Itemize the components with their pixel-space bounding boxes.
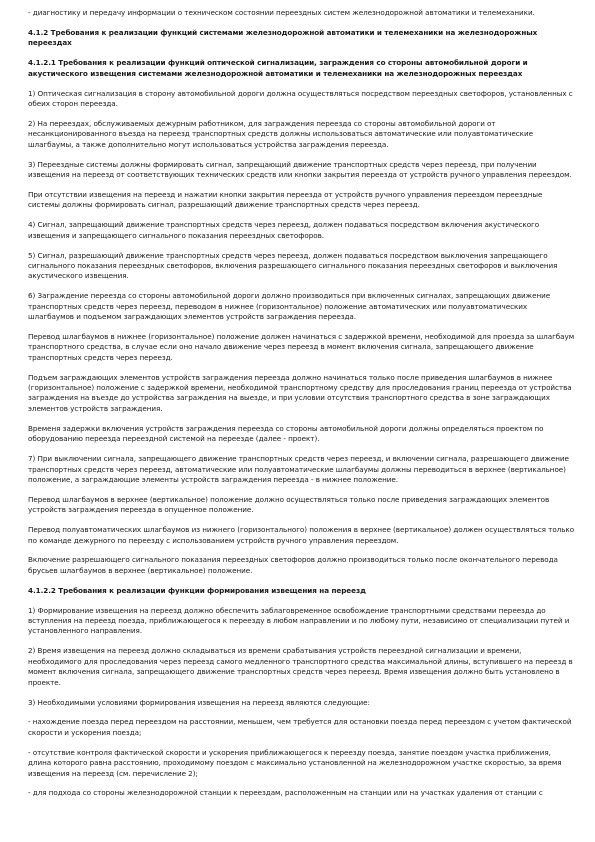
paragraph-5-allow-signal-means: 5) Сигнал, разрешающий движение транспортных средств через переезд, должен подаваться посредством выключения запрещающего сигнального показания переездных светофоров, включения разрешающего сигнального показания переездных светофоров и выключения акустического извещения. — [28, 250, 558, 281]
paragraph-7-allow-signal-on: Включение разрешающего сигнального показания переездных светофоров должно производиться только после окончательного перевода брусьев шлагбаумов в верхнее (вертикальное) положение. — [28, 555, 558, 575]
section-heading-4-1-2-2: 4.1.2.2 Требования к реализации функции формирования извещения на переезд — [28, 585, 366, 595]
paragraph-6-delay-times: Временя задержки включения устройств заграждения переезда со стороны автомобильной дороги должны определяться проектом по оборудованию переезда переездной системой на переезде (далее - проект). — [28, 423, 544, 444]
paragraph-6-blocking-elements: Подъем заграждающих элементов устройств заграждения переезда должно начинаться только после приведения шлагбаумов в нижнее (горизонтальное) положение с задержкой времени, необходимой транспортному средству для проследования границ переезда от устройства заграждения на въезде до устройства заграждения на выезде, и при условии отсутствия транспортного средства в зоне заграждающих элементов устройств заграждения. — [28, 372, 572, 413]
list-item-station-approach: - для подхода со стороны железнодорожной станции к переездам, расположенным на станции или на участках удаления от станции с — [28, 788, 543, 798]
section-heading-4-1-2-1: 4.1.2.1 Требования к реализации функций оптической сигнализации, заграждения со стороны автомобильной дороги и акустического извещения системами железнодорожной автоматики и телемеханики на железнодорожных переездах — [28, 58, 528, 78]
paragraph-6-blocking: 6) Заграждение переезда со стороны автомобильной дороги должно производиться при включенных сигналах, запрещающих движение транспортных средств через переезд, переводом в нижнее (горизонтальное) положение автоматических или полуавтоматических шлагбаумов и подъемом заграждающих элементов устройств заграждения переезда. — [28, 291, 551, 322]
list-item-no-speed-control: - отсутствие контроля фактической скорости и ускорения приближающегося к переезду поезда, занятие поездом участка приближения, длина которого равна расстоянию, проходимому поездом с максимально установленной на железнодорожном участке скоростью, за время извещения на переезд (см. перечисление 2); — [28, 747, 562, 778]
paragraph-4-prohibit-signal-means: 4) Сигнал, запрещающий движение транспортных средств через переезд, должен подаваться посредством включения акустического извещения и запрещающего сигнального показания переездных светофоров. — [28, 220, 540, 240]
paragraph-notice-2: 2) Время извещения на переезд должно складываться из времени срабатывания устройств переездной сигнализации и времени, необходимого для проследования через переезд самого медленного транспортного средства максимальной длины, вступившего на переезд в момент включения сигнала, запрещающего движение транспортных средств через переезд. Время извещения должно быть установлено в проекте. — [28, 646, 573, 687]
paragraph-7-semi-auto: Перевод полуавтоматических шлагбаумов из нижнего (горизонтального) положения в верхнее (вертикальное) должен осуществляться только по команде дежурного по переезду с использованием устройств ручного управления переездом. — [28, 525, 575, 545]
paragraph-6-barrier-delay: Перевод шлагбаумов в нижнее (горизонтальное) положение должен начинаться с задержкой времени, необходимой для проезда за шлагбаум транспортного средства, в случае если оно начало движение через переезд в момент включения сигнала, запрещающего движение транспортных средств через переезд. — [28, 331, 575, 362]
paragraph-7-barrier-raise: Перевод шлагбаумов в верхнее (вертикальное) положение должно осуществляться только после приведения заграждающих элементов устройств заграждения переезда в опущенное положение. — [28, 494, 550, 515]
list-item-distance: - нахождение поезда перед переездом на расстоянии, меньшем, чем требуется для остановки поезда перед переездом с учетом фактической скорости и ускорения поезда; — [28, 717, 572, 737]
paragraph-1-optical-signalling: 1) Оптическая сигнализация в сторону автомобильной дороги должна осуществляться посредством переездных светофоров, установленных с обеих сторон переезда. — [28, 88, 573, 108]
paragraph-2-barriers: 2) На переездах, обслуживаемых дежурным работником, для заграждения переезда со стороны автомобильной дороги от несанкционированного въезда на переезд транспортных средств должны использоваться автоматические или полуавтоматические шлагбаумы, а также дополнительно могут использоваться устройства заграждения переезда. — [28, 118, 533, 149]
paragraph-7-opening: 7) При выключении сигнала, запрещающего движение транспортных средств через переезд, и включении сигнала, разрешающего движение транспортных средств через переезд, автоматические или полуавтоматические шлагбаумы должны переводиться в верхнее (вертикальное) положение, а заграждающие элементы устройств заграждения переезда - в нижнее положение. — [28, 454, 569, 484]
paragraph-3-prohibit-signal: 3) Переездные системы должны формировать сигнал, запрещающий движение транспортных средств через переезд, при получении извещения на переезд от соответствующих технических средств или кнопки закрытия переезда от устройств ручного управления переездом. — [28, 159, 572, 179]
paragraph-3-allow-signal: При отсутствии извещения на переезд и нажатии кнопки закрытия переезда от устройств ручного управления переездом переездные системы должны формировать сигнал, разрешающий движение транспортных средств через переезд. — [28, 189, 543, 210]
paragraph-notice-1: 1) Формирование извещения на переезд должно обеспечить заблаговременное освобождение транспортными средствами переезда до вступления на переезд поезда, приближающегося к переезду в любом направлении и по любому пути, независимо от специализации путей и установленного направления. — [28, 605, 570, 636]
list-item-diagnostics: - диагностику и передачу информации о техническом состоянии переездных систем железнодорожной автоматики и телемеханики. — [28, 8, 535, 17]
paragraph-notice-3: 3) Необходимыми условиями формирования извещения на переезд являются следующие: — [28, 697, 370, 707]
section-heading-4-1-2: 4.1.2 Требования к реализации функций системами железнодорожной автоматики и телемеханики на железнодорожных переездах — [28, 27, 538, 48]
